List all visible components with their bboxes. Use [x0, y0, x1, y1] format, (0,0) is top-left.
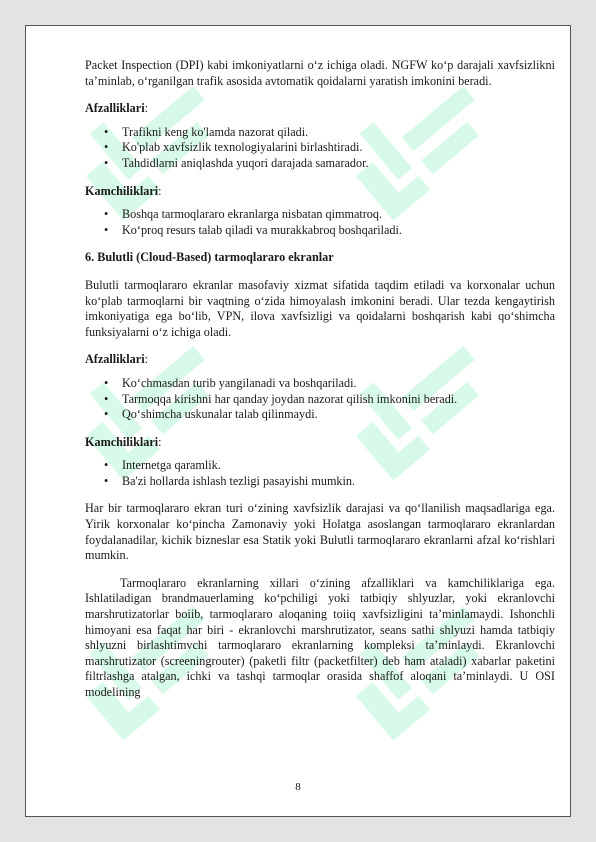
list-item: • Qo‘shimcha uskunalar talab qilinmaydi. [104, 407, 318, 422]
ngfw-disadvantages-list [85, 207, 555, 238]
list-item: • Internetga qaramlik. [104, 458, 221, 473]
ngfw-disadvantages-label: Kamchiliklari: [85, 183, 162, 198]
final-paragraph: Tarmoqlararo ekranlarning xillari o‘zining afzalliklari va kamchiliklariga ega. Ishlatiladigan brandmauerlaming ko‘pchiligi yoki tatbiqiy shlyuzlar, yoki ekranlovchi marshrutizatorlar boiib, tarmoqlararo aloqaning toiiq xavfsizligini ta’minlamaydi. Ishonchli himoyani esa faqat har biri - ekranlovchi marshrutizator, seans sathi shlyuzi hamda tatbiqiy shlyuzni birlashtimvchi tarmoqlararo ekranlarning kompleksi ta’minlaydi. Ekranlovchi marshrutizator (screeningrouter) (paketli filtr (packetfilter) deb ham ataladi) xabarlar paketini filtrlashga atalgan, ichki va tashqi tarmoqlar orasida shaffof aloqani ta’minlaydi. U OSI modelining [85, 575, 555, 699]
list-item: • Tarmoqqa kirishni har qanday joydan nazorat qilish imkonini beradi. [104, 391, 458, 406]
cloud-disadvantages-list [85, 458, 555, 489]
page-number: 8 [295, 781, 301, 793]
ngfw-advantages-list [85, 125, 555, 172]
summary-paragraph: Har bir tarmoqlararo ekran turi o‘zining xavfsizlik darajasi va qo‘llanilish maqsadlariga ega. Yirik korxonalar ko‘pincha Zamonaviy yoki Holatga asoslangan tarmoqlararo ekranlardan foydalanadilar, kichik bizneslar esa Statik yoki Bulutli tarmoqlararo ekranlarni afzal ko‘rishlari mumkin. [85, 501, 555, 563]
section-paragraph: Bulutli tarmoqlararo ekranlar masofaviy xizmat sifatida taqdim etiladi va korxonalar uchun ko‘plab tarmoqlarni bir vaqtning o‘zida himoyalash imkonini beradi. Ular tezda kengaytirish imkoniyatiga ega bo‘lib, VPN, ilova xavfsizligi va qoidalarni boshqarish kabi qo‘shimcha funksiyalarni o‘z ichiga oladi. [85, 277, 555, 339]
cloud-advantages-label: Afzalliklari: [85, 352, 148, 367]
cloud-disadvantages-label: Kamchiliklari: [85, 434, 162, 449]
intro-paragraph: Packet Inspection (DPI) kabi imkoniyatlarni o‘z ichiga oladi. NGFW ko‘p darajali xavfsizlikni ta’minlab, o‘rganilgan trafik asosida avtomatik qoidalarni yaratish imkonini beradi. [85, 58, 555, 88]
list-item: • Trafikni keng ko'lamda nazorat qiladi. [104, 124, 309, 139]
list-item: • Tahdidlarni aniqlashda yuqori darajada samarador. [104, 155, 369, 170]
list-item: • Ko‘proq resurs talab qiladi va murakkabroq boshqariladi. [104, 222, 402, 237]
document-page [25, 25, 571, 817]
list-item: • Ko'plab xavfsizlik texnologiyalarini birlashtiradi. [104, 140, 363, 155]
page-content [85, 58, 555, 701]
ngfw-advantages-label: Afzalliklari: [85, 101, 148, 116]
cloud-advantages-list [85, 376, 555, 423]
list-item: • Ba'zi hollarda ishlash tezligi pasayishi mumkin. [104, 473, 356, 488]
section-heading: 6. Bulutli (Cloud-Based) tarmoqlararo ekranlar [85, 250, 334, 265]
list-item: • Boshqa tarmoqlararo ekranlarga nisbatan qimmatroq. [104, 207, 383, 222]
list-item: • Ko‘chmasdan turib yangilanadi va boshqariladi. [104, 375, 357, 390]
